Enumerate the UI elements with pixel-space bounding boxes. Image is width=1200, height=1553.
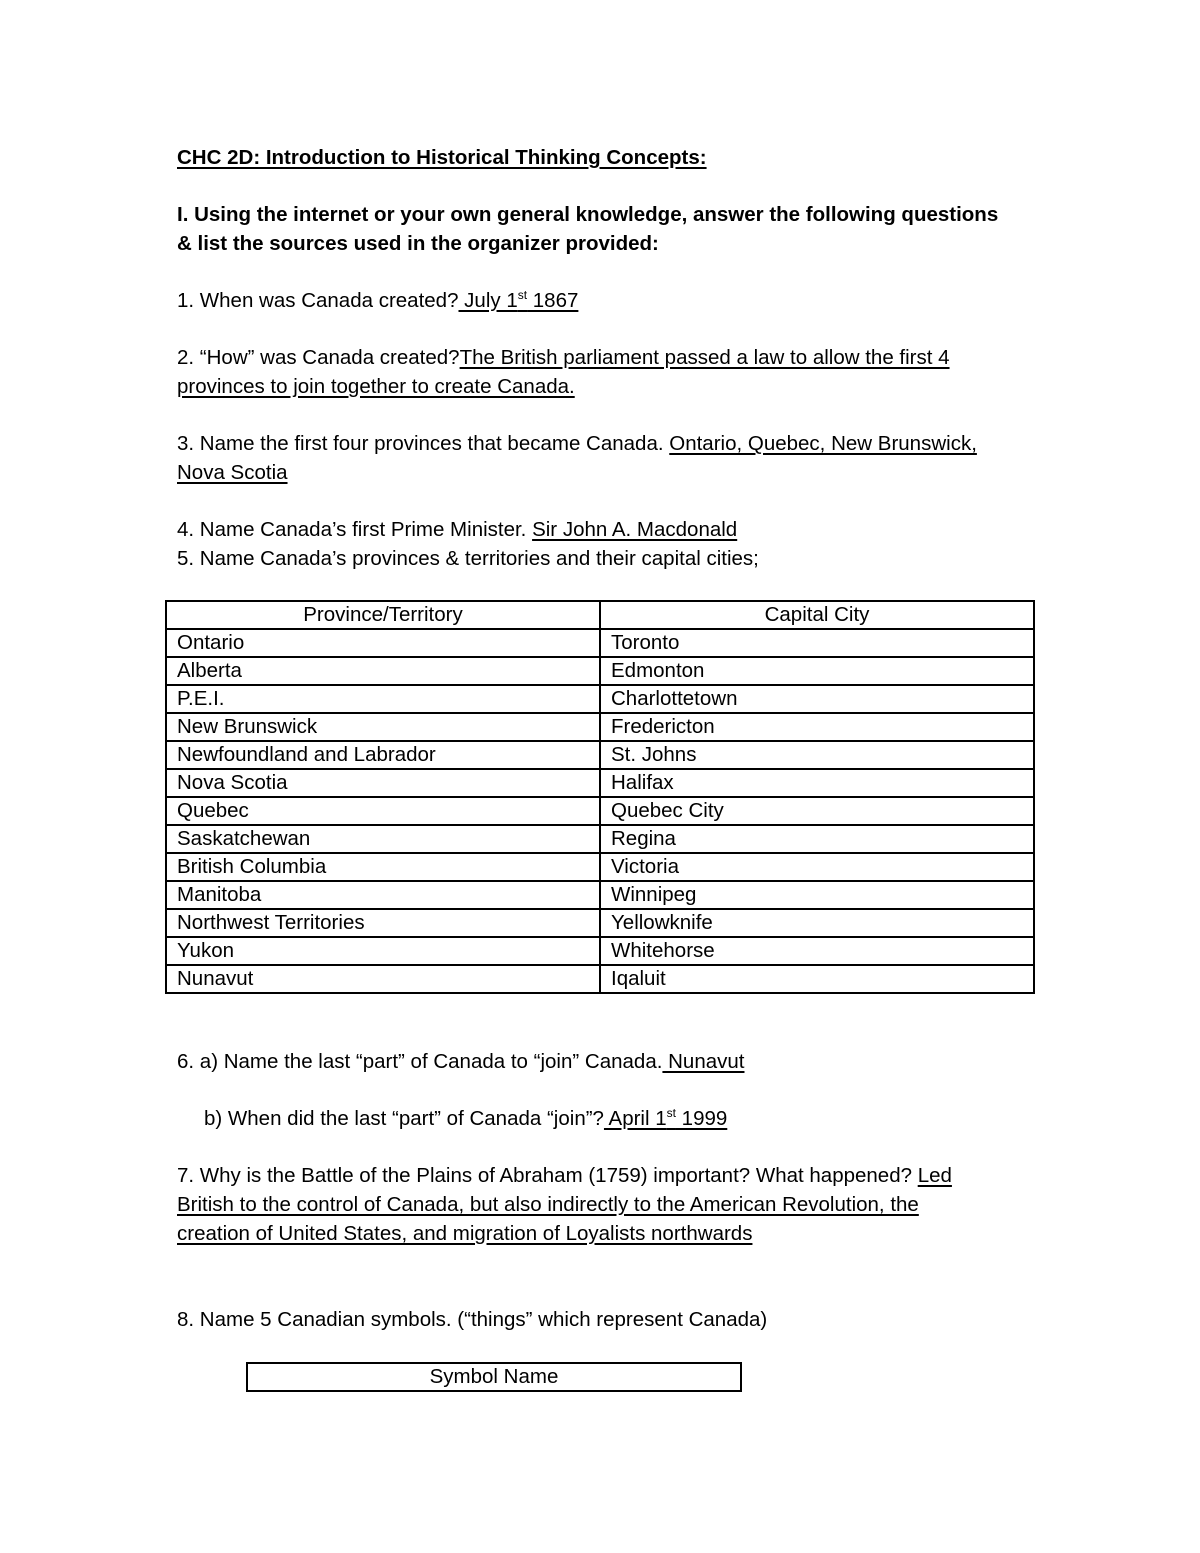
table-row <box>166 797 1034 825</box>
capital-cell: Winnipeg <box>600 881 1034 909</box>
capital-cell: Fredericton <box>600 713 1034 741</box>
province-cell: Saskatchewan <box>166 825 600 853</box>
table-row <box>166 685 1034 713</box>
question-3-text: 3. Name the first four provinces that became Canada. <box>177 432 670 455</box>
question-5: 5. Name Canada’s provinces & territories and their capital cities; <box>177 547 759 570</box>
province-cell: Manitoba <box>166 881 600 909</box>
province-cell: Yukon <box>166 937 600 965</box>
question-6a <box>177 1047 744 1076</box>
answer-6b-year: 1999 <box>675 1107 728 1130</box>
question-2 <box>177 343 950 372</box>
question-6a-text: 6. a) Name the last “part” of Canada to “join” Canada. <box>177 1050 663 1073</box>
capital-cell: Regina <box>600 825 1034 853</box>
question-2-text: 2. “How” was Canada created? <box>177 346 460 369</box>
question-7 <box>177 1161 952 1190</box>
question-6b-answer <box>604 1107 727 1130</box>
capital-cell: Charlottetown <box>600 685 1034 713</box>
question-4 <box>177 515 737 544</box>
provinces-table <box>165 600 1035 994</box>
question-6b <box>204 1104 727 1133</box>
question-7-text: 7. Why is the Battle of the Plains of Abraham (1759) important? What happened? <box>177 1164 918 1187</box>
province-cell: British Columbia <box>166 853 600 881</box>
table-row <box>166 769 1034 797</box>
symbols-table <box>246 1362 742 1392</box>
province-cell: Northwest Territories <box>166 909 600 937</box>
question-4-text: 4. Name Canada’s first Prime Minister. <box>177 518 533 541</box>
table-header-row <box>166 601 1034 629</box>
answer-1-year: 1867 <box>527 289 579 312</box>
question-3-answer-line-1: Ontario, Quebec, New Brunswick, <box>669 432 977 455</box>
table-row <box>166 937 1034 965</box>
question-4-answer: Sir John A. Macdonald <box>532 518 738 541</box>
province-cell: Nova Scotia <box>166 769 600 797</box>
table-row <box>166 825 1034 853</box>
header-province: Province/Territory <box>166 601 600 629</box>
question-1-text: 1. When was Canada created? <box>177 289 459 312</box>
capital-cell: Victoria <box>600 853 1034 881</box>
question-7-answer-line-2: British to the control of Canada, but also indirectly to the American Revolution, the <box>177 1193 919 1216</box>
question-7-answer-line-3: creation of United States, and migration of Loyalists northwards <box>177 1222 753 1245</box>
instructions-line-2: & list the sources used in the organizer provided: <box>177 232 659 255</box>
capital-cell: Edmonton <box>600 657 1034 685</box>
province-cell: P.E.I. <box>166 685 600 713</box>
capital-cell: Toronto <box>600 629 1034 657</box>
table-row <box>166 741 1034 769</box>
question-8: 8. Name 5 Canadian symbols. (“things” which represent Canada) <box>177 1308 768 1331</box>
province-cell: Ontario <box>166 629 600 657</box>
question-6b-text: b) When did the last “part” of Canada “join”? <box>204 1107 604 1130</box>
province-cell: Newfoundland and Labrador <box>166 741 600 769</box>
province-cell: Quebec <box>166 797 600 825</box>
instructions-line-1: I. Using the internet or your own general knowledge, answer the following questions <box>177 203 999 226</box>
capital-cell: Iqaluit <box>600 965 1034 993</box>
question-6a-answer: Nunavut <box>662 1050 745 1073</box>
question-2-answer-line-2: provinces to join together to create Canada. <box>177 375 575 398</box>
page-title: CHC 2D: Introduction to Historical Thinking Concepts: <box>177 146 707 169</box>
table-row <box>166 657 1034 685</box>
question-3-answer-line-2: Nova Scotia <box>177 461 288 484</box>
header-capital: Capital City <box>600 601 1034 629</box>
table-row <box>166 629 1034 657</box>
province-cell: Nunavut <box>166 965 600 993</box>
answer-1-suffix: st <box>517 288 528 302</box>
table-row <box>166 713 1034 741</box>
header-symbol-name: Symbol Name <box>247 1363 741 1391</box>
capital-cell: Halifax <box>600 769 1034 797</box>
capital-cell: St. Johns <box>600 741 1034 769</box>
answer-6b-suffix: st <box>666 1106 676 1120</box>
question-2-answer-line-1: The British parliament passed a law to allow the first 4 <box>459 346 950 369</box>
table-row <box>166 881 1034 909</box>
province-cell: Alberta <box>166 657 600 685</box>
answer-1-day: July 1 <box>458 289 518 312</box>
capital-cell: Quebec City <box>600 797 1034 825</box>
province-cell: New Brunswick <box>166 713 600 741</box>
question-3 <box>177 429 977 458</box>
capital-cell: Yellowknife <box>600 909 1034 937</box>
question-7-answer-line-1: Led <box>917 1164 952 1187</box>
question-1-answer <box>458 289 578 312</box>
answer-6b-day: April 1 <box>603 1107 667 1130</box>
table-row <box>166 965 1034 993</box>
question-1 <box>177 286 578 315</box>
table-row <box>166 909 1034 937</box>
table-row <box>166 853 1034 881</box>
table-header-row <box>247 1363 741 1391</box>
capital-cell: Whitehorse <box>600 937 1034 965</box>
